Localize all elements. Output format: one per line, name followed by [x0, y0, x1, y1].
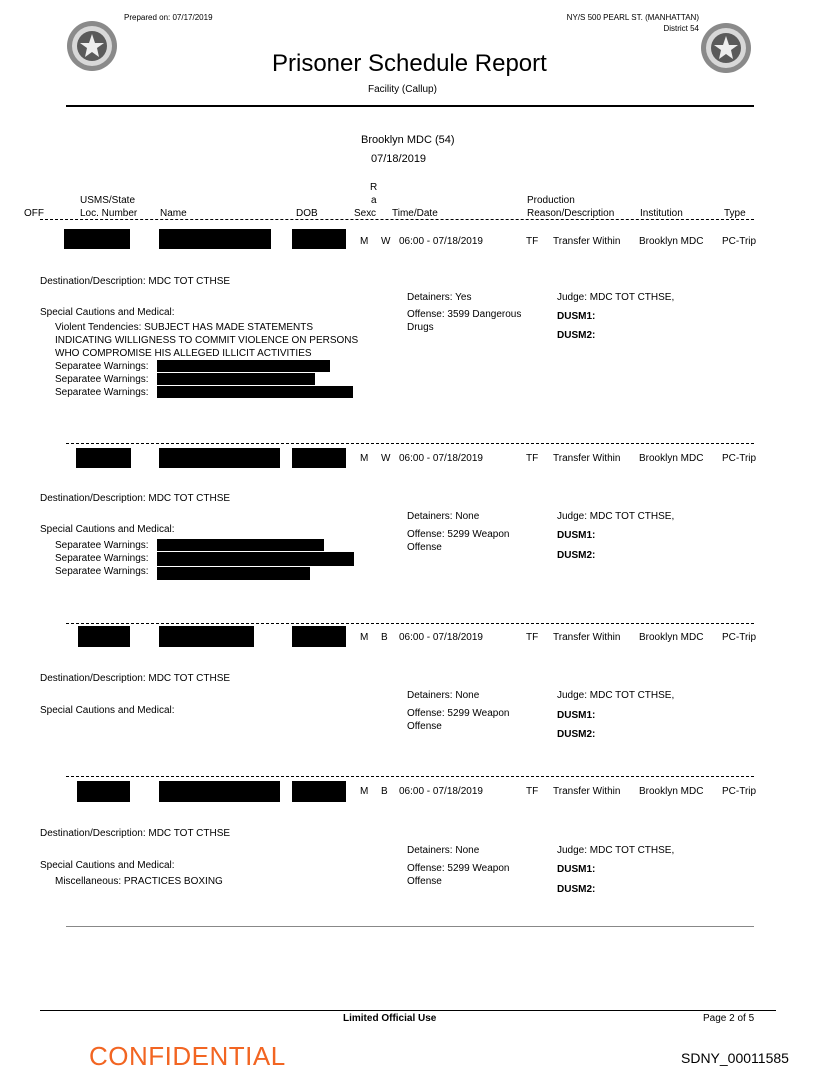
col-usms-line2: Loc. Number	[80, 208, 138, 219]
record-reason: Transfer Within	[553, 453, 621, 464]
col-name: Name	[160, 208, 187, 219]
record-offense-line2: Drugs	[407, 322, 434, 333]
prepared-on: Prepared on: 07/17/2019	[124, 13, 213, 22]
usms-seal-icon-left	[66, 20, 118, 72]
caution-line: WHO COMPROMISE HIS ALLEGED ILLICIT ACTIVITIES	[55, 348, 312, 359]
record-judge: Judge: MDC TOT CTHSE,	[557, 292, 675, 303]
record-separator	[66, 623, 754, 624]
redacted-dob	[292, 229, 346, 249]
bates-number: SDNY_00011585	[681, 1050, 789, 1066]
caution-line: Separatee Warnings:	[55, 387, 149, 398]
record-destination: Destination/Description: MDC TOT CTHSE	[40, 276, 231, 287]
caution-line: Separatee Warnings:	[55, 540, 149, 551]
col-dob: DOB	[296, 208, 318, 219]
record-dusm2: DUSM2:	[557, 550, 596, 561]
record-reason-code: TF	[526, 786, 539, 797]
redacted-separatee	[157, 360, 330, 372]
caution-line: Violent Tendencies: SUBJECT HAS MADE STATEMENTS	[55, 322, 314, 333]
record-type: PC-Trip	[722, 236, 757, 247]
record-detainers: Detainers: Yes	[407, 292, 472, 303]
redacted-separatee	[157, 386, 353, 398]
col-institution: Institution	[640, 208, 683, 219]
record-type: PC-Trip	[722, 632, 757, 643]
record-institution: Brooklyn MDC	[639, 453, 704, 464]
col-race-r: R	[370, 182, 378, 193]
caution-line: Miscellaneous: PRACTICES BOXING	[55, 876, 223, 887]
classification-label: Limited Official Use	[343, 1013, 437, 1024]
record-judge: Judge: MDC TOT CTHSE,	[557, 845, 675, 856]
caution-line: Separatee Warnings:	[55, 361, 149, 372]
record-reason-code: TF	[526, 453, 539, 464]
record-reason: Transfer Within	[553, 786, 621, 797]
caution-line: Separatee Warnings:	[55, 374, 149, 385]
page-number: Page 2 of 5	[703, 1013, 755, 1024]
col-race-c: c	[371, 208, 376, 219]
record-destination: Destination/Description: MDC TOT CTHSE	[40, 493, 231, 504]
record-sex: M	[360, 786, 369, 797]
record-dusm1: DUSM1:	[557, 530, 596, 541]
caution-line: Separatee Warnings:	[55, 553, 149, 564]
col-time-date: Time/Date	[392, 208, 438, 219]
footer-rule	[40, 1010, 776, 1011]
record-dusm1: DUSM1:	[557, 710, 596, 721]
section-end-rule	[66, 926, 754, 927]
col-production-line2: Reason/Description	[527, 208, 615, 219]
record-sex: M	[360, 632, 369, 643]
record-time-date: 06:00 - 07/18/2019	[399, 236, 483, 247]
caution-line: INDICATING WILLIGNESS TO COMMIT VIOLENCE ON PERSONS	[55, 335, 359, 346]
col-production-line1: Production	[527, 195, 575, 206]
district-location: NY/S 500 PEARL ST. (MANHATTAN)	[566, 13, 699, 22]
record-detainers: Detainers: None	[407, 511, 480, 522]
record-race: B	[381, 632, 388, 643]
record-race: W	[381, 236, 391, 247]
usms-seal-icon-right	[700, 22, 752, 74]
redacted-separatee	[157, 539, 324, 551]
record-race: W	[381, 453, 391, 464]
report-title: Prisoner Schedule Report	[272, 50, 547, 77]
record-cautions-label: Special Cautions and Medical:	[40, 307, 175, 318]
record-destination: Destination/Description: MDC TOT CTHSE	[40, 673, 231, 684]
report-subtitle: Facility (Callup)	[368, 84, 437, 95]
record-cautions-label: Special Cautions and Medical:	[40, 705, 175, 716]
record-dusm2: DUSM2:	[557, 330, 596, 341]
redacted-loc-number	[76, 448, 131, 468]
redacted-name	[159, 229, 271, 249]
record-dusm2: DUSM2:	[557, 884, 596, 895]
record-offense-line2: Offense	[407, 542, 442, 553]
col-type: Type	[724, 208, 746, 219]
record-separator	[66, 776, 754, 777]
record-detainers: Detainers: None	[407, 690, 480, 701]
record-time-date: 06:00 - 07/18/2019	[399, 786, 483, 797]
col-sex: Sex	[354, 208, 372, 219]
record-cautions-label: Special Cautions and Medical:	[40, 860, 175, 871]
record-institution: Brooklyn MDC	[639, 632, 704, 643]
header-rule	[66, 105, 754, 107]
record-offense-line2: Offense	[407, 721, 442, 732]
col-usms-line1: USMS/State	[80, 195, 136, 206]
record-type: PC-Trip	[722, 453, 757, 464]
district-number: District 54	[663, 24, 699, 33]
record-time-date: 06:00 - 07/18/2019	[399, 632, 483, 643]
redacted-separatee	[157, 567, 310, 580]
record-judge: Judge: MDC TOT CTHSE,	[557, 511, 675, 522]
record-reason: Transfer Within	[553, 632, 621, 643]
record-destination: Destination/Description: MDC TOT CTHSE	[40, 828, 231, 839]
record-reason: Transfer Within	[553, 236, 621, 247]
redacted-dob	[292, 781, 346, 802]
redacted-loc-number	[64, 229, 130, 249]
record-detainers: Detainers: None	[407, 845, 480, 856]
record-offense-line2: Offense	[407, 876, 442, 887]
facility-name: Brooklyn MDC (54)	[361, 134, 455, 146]
record-cautions-label: Special Cautions and Medical:	[40, 524, 175, 535]
redacted-name	[159, 626, 254, 647]
record-reason-code: TF	[526, 236, 539, 247]
record-dusm2: DUSM2:	[557, 729, 596, 740]
redacted-loc-number	[78, 626, 130, 647]
record-separator	[66, 443, 754, 444]
redacted-dob	[292, 626, 346, 647]
record-institution: Brooklyn MDC	[639, 236, 704, 247]
confidential-stamp: CONFIDENTIAL	[89, 1041, 286, 1071]
record-time-date: 06:00 - 07/18/2019	[399, 453, 483, 464]
col-race-a: a	[371, 195, 377, 206]
column-header-rule	[40, 219, 754, 220]
record-dusm1: DUSM1:	[557, 864, 596, 875]
record-dusm1: DUSM1:	[557, 311, 596, 322]
redacted-separatee	[157, 373, 315, 385]
record-race: B	[381, 786, 388, 797]
record-sex: M	[360, 236, 369, 247]
record-offense-line1: Offense: 3599 Dangerous	[407, 309, 522, 320]
facility-date: 07/18/2019	[371, 153, 427, 165]
redacted-name	[159, 448, 280, 468]
record-type: PC-Trip	[722, 786, 757, 797]
redacted-loc-number	[77, 781, 130, 802]
record-reason-code: TF	[526, 632, 539, 643]
redacted-dob	[292, 448, 346, 468]
record-offense-line1: Offense: 5299 Weapon	[407, 863, 510, 874]
record-institution: Brooklyn MDC	[639, 786, 704, 797]
record-sex: M	[360, 453, 369, 464]
redacted-separatee	[157, 552, 354, 566]
record-judge: Judge: MDC TOT CTHSE,	[557, 690, 675, 701]
redacted-name	[159, 781, 280, 802]
record-offense-line1: Offense: 5299 Weapon	[407, 529, 510, 540]
caution-line: Separatee Warnings:	[55, 566, 149, 577]
record-offense-line1: Offense: 5299 Weapon	[407, 708, 510, 719]
col-off: OFF	[24, 208, 44, 219]
